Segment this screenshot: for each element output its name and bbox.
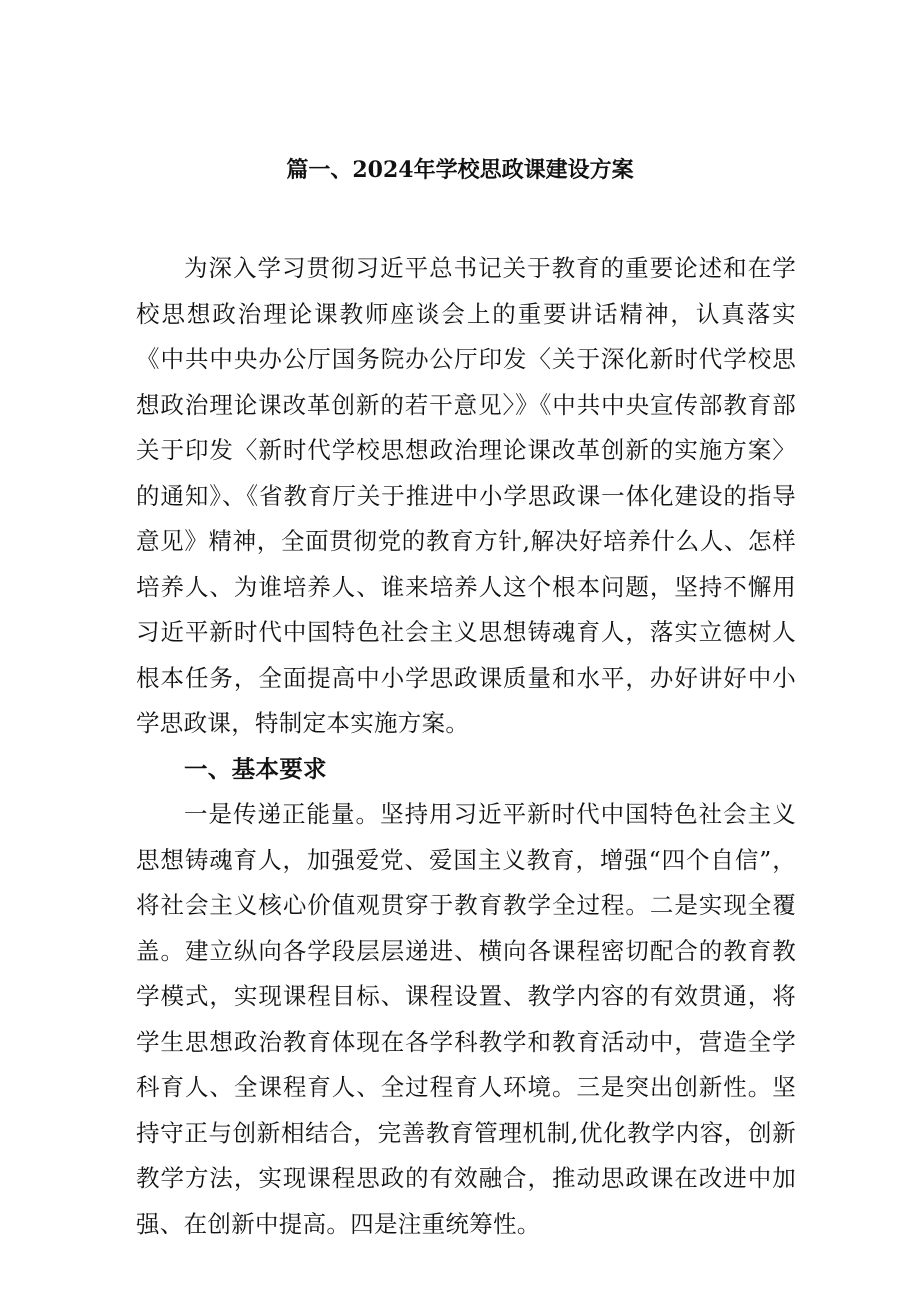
document-body (136, 246, 796, 1247)
section-heading: 一、基本要求 (184, 754, 327, 783)
intro-paragraph: 为深入学习贯彻习近平总书记关于教育的重要论述和在学校思想政治理论课教师座谈会上的重要讲话精神，认真落实《中共中央办公厅国务院办公厅印发〈关于深化新时代学校思想政治理论课改革创新的若干意见〉》《中共中央宣传部教育部关于印发〈新时代学校思想政治理论课改革创新的实施方案〉的通知》、《省教育厅关于推进中小学思政课一体化建设的指导意见》精神，全面贯彻党的教育方针,解决好培养什么人、怎样培养人、为谁培养人、谁来培养人这个根本问题，坚持不懈用习近平新时代中国特色社会主义思想铸魂育人，落实立德树人根本任务，全面提高中小学思政课质量和水平，办好讲好中小学思政课，特制定本实施方案。 (136, 254, 796, 737)
document-title: 篇一、2024年学校思政课建设方案 (286, 157, 634, 183)
section-paragraph: 一是传递正能量。坚持用习近平新时代中国特色社会主义思想铸魂育人，加强爱党、爱国主义教育，增强“四个自信”，将社会主义核心价值观贯穿于教育教学全过程。二是实现全覆盖。建立纵向各学段层层递进、横向各课程密切配合的教育教学模式，实现课程目标、课程设置、教学内容的有效贯通，将学生思想政治教育体现在各学科教学和教育活动中，营造全学科育人、全课程育人、全过程育人环境。三是突出创新性。坚持守正与创新相结合，完善教育管理机制,优化教学内容，创新教学方法，实现课程思政的有效融合，推动思政课在改进中加强、在创新中提高。四是注重统筹性。 (136, 800, 796, 1238)
